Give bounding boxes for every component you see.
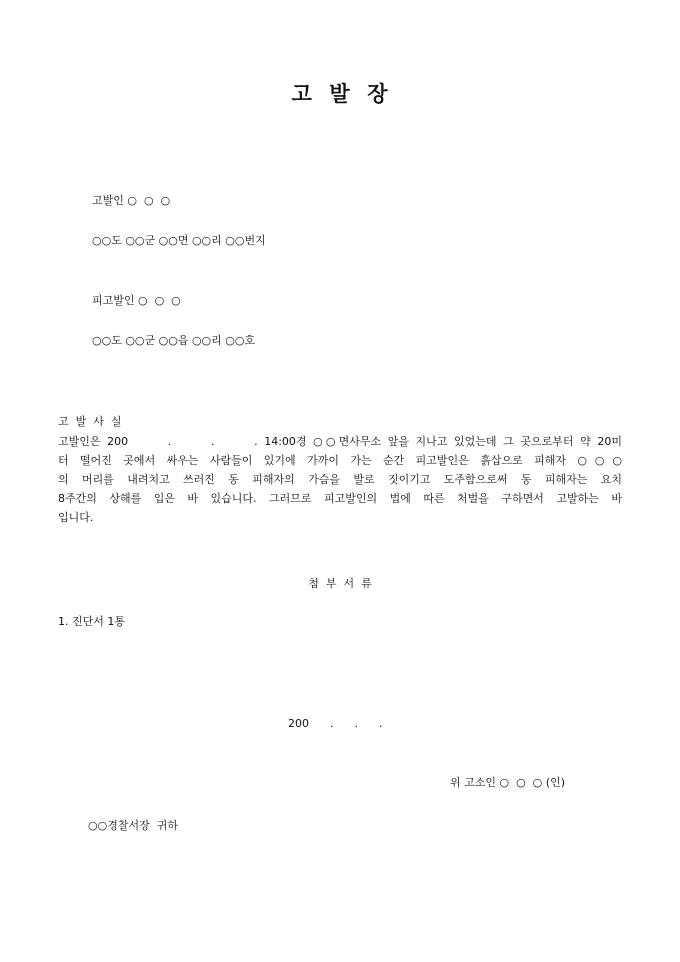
- complainant-address: ○○도 ○○군 ○○면 ○○리 ○○번지: [92, 234, 266, 247]
- facts-heading: 고 발 사 실: [58, 415, 122, 428]
- facts-body: [58, 432, 622, 527]
- facts-line: 의 머리를 내려치고 쓰러진 동 피해자의 가슴을 발로 짓이기고 도주함으로써 동 피해자는 요치: [58, 473, 622, 486]
- accused-address: ○○도 ○○군 ○○읍 ○○리 ○○호: [92, 334, 256, 347]
- facts-line: 8주간의 상해를 입은 바 있습니다. 그러므로 피고발인의 법에 따른 처벌을 구하면서 고발하는 바: [58, 492, 622, 505]
- attachments-heading: 첨 부 서 류: [308, 577, 372, 590]
- document-title: 고 발 장: [291, 81, 389, 106]
- facts-line: 터 떨어진 곳에서 싸우는 사람들이 있기에 가까이 가는 순간 피고발인은 흙삽으로 피해자 ○○○: [58, 454, 622, 467]
- document-date: 200 . . .: [288, 717, 383, 730]
- complainant-label: 고발인 ○ ○ ○: [92, 194, 171, 207]
- attachment-item: 1. 진단서 1통: [58, 615, 125, 628]
- signature-line: 위 고소인 ○ ○ ○ (인): [450, 776, 565, 789]
- facts-line: 고발인은 200 . . . 14:00경 ○○면사무소 앞을 지나고 있었는데 그 곳으로부터 약 20미: [58, 435, 622, 448]
- facts-line: 입니다.: [58, 511, 94, 524]
- recipient-line: ○○경찰서장 귀하: [88, 819, 178, 832]
- accused-label: 피고발인 ○ ○ ○: [92, 294, 181, 307]
